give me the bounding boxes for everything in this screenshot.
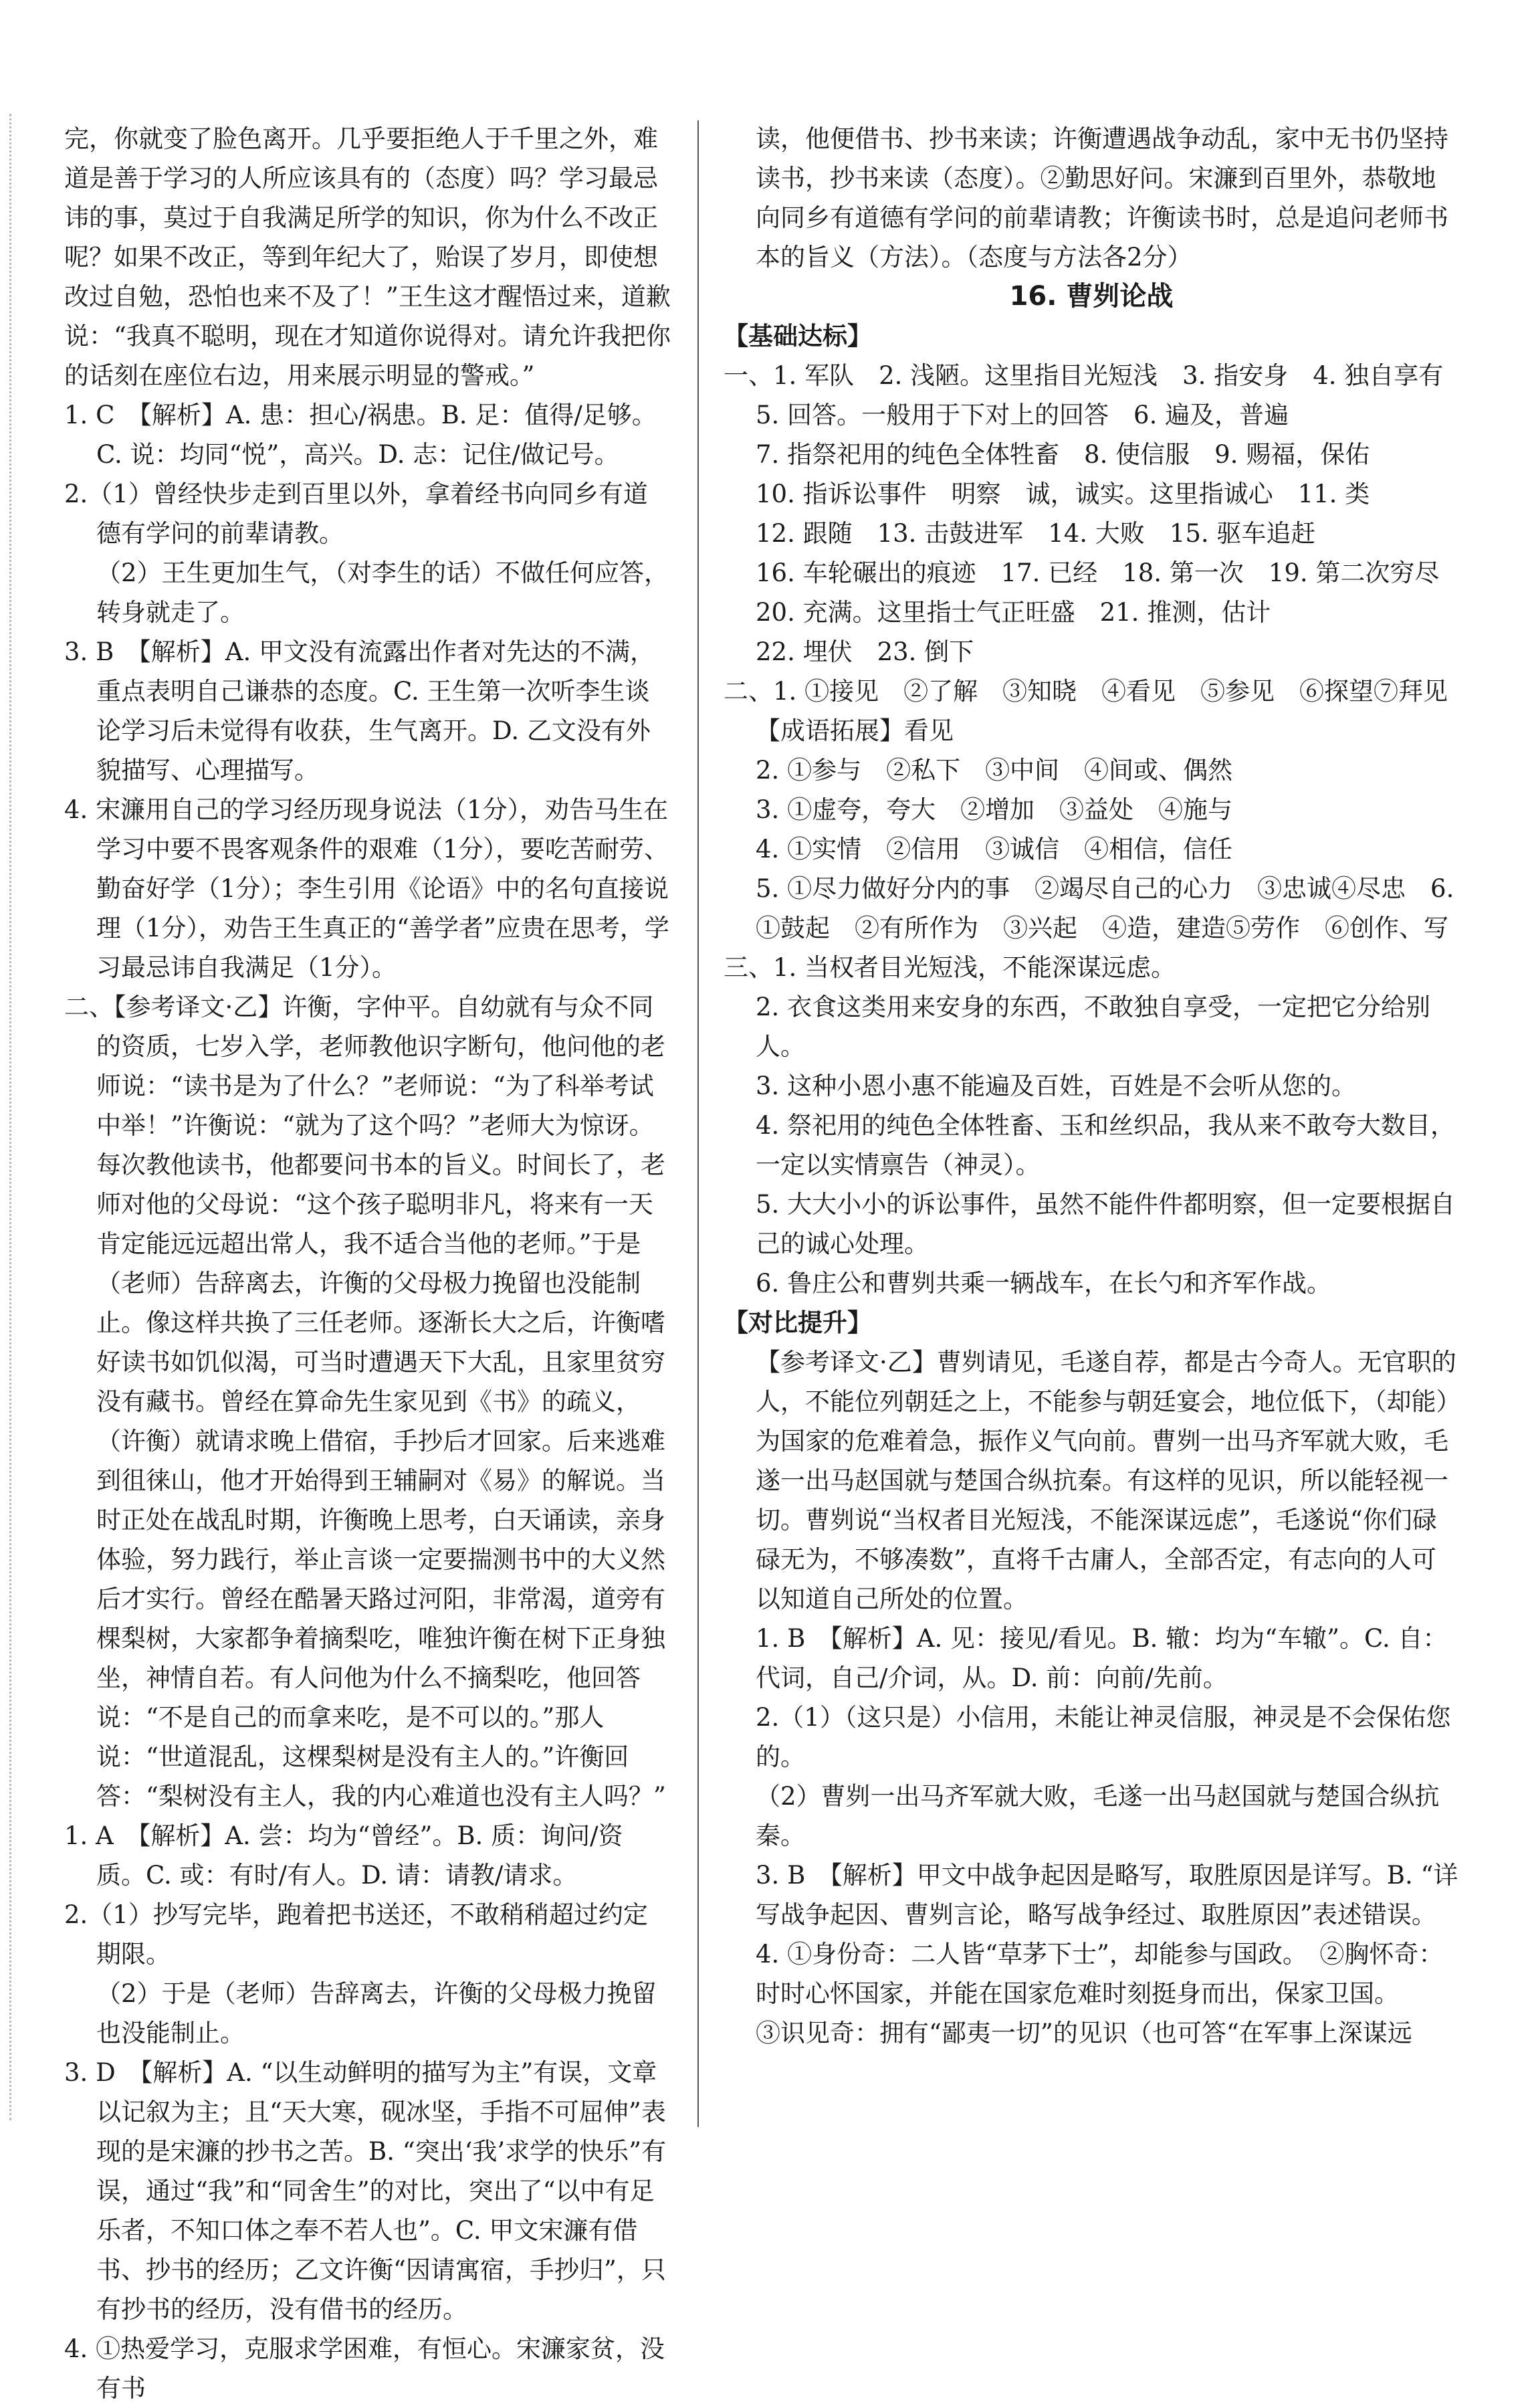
- left-answer-2b: （2）王生更加生气，（对李生的话）不做任何应答，转身就走了。: [96, 559, 669, 627]
- binding-line: [9, 114, 11, 2120]
- left-answer-4: 4. 宋濂用自己的学习经历现身说法（1分），劝告马生在学习中要不畏客观条件的艰难（1分），要吃苦耐劳、勤奋好学（1分）；李生引用《论语》中的名句直接说理（1分），劝告王生真正的“善学者”应贵在思考，学习最忌讳自我满足（1分）。: [64, 795, 669, 982]
- left-answer-b3: 3. D 【解析】A. “以生动鲜明的描写为主”有误，文章以记叙为主；且“天大寒，砚冰坚，手指不可屈伸”表现的是宋濂的抄书之苦。B. “突出‘我’求学的快乐”有误，通过“我”和“同舍生”的对比，突出了“以中有足乐者，不知口体之奉不若人也”。C. 甲文宋濂有借书、抄书的经历；乙文许衡“因请寓宿，手抄归”，只有抄书的经历，没有借书的经历。: [64, 2058, 667, 2324]
- basic-line-6: 22. 埋伏 23. 倒下: [756, 637, 974, 666]
- left-answer-b4: 4. ①热爱学习，克服求学困难，有恒心。宋濂家贫，没有书: [64, 2334, 665, 2403]
- part2-line-3: 3. ①虚夸，夸大 ②增加 ③益处 ④施与: [756, 795, 1233, 824]
- lesson-title: 16. 曹刿论战: [1009, 281, 1174, 312]
- right-top-para: 读，他便借书、抄书来读；许衡遭遇战争动乱，家中无书仍坚持读书，抄书来读（态度）。②勤思好问。宋濂到百里外，恭敬地向同乡有道德有学问的前辈请教；许衡读书时，总是追问老师书本的旨义（方法）。（态度与方法各2分）: [756, 124, 1448, 272]
- part3-line-4: 4. 祭祀用的纯色全体牲畜、玉和丝织品，我从来不敢夸大数目，一定以实情禀告（神灵）。: [756, 1111, 1456, 1179]
- part3-line-3: 3. 这种小恩小惠不能遍及百姓，百姓是不会听从您的。: [756, 1072, 1357, 1100]
- compare-answer-4b: ③识见奇：拥有“鄙夷一切”的见识（也可答“在军事上深谋远: [756, 2019, 1412, 2047]
- column-divider: [697, 120, 699, 2127]
- left-answer-b2a: 2.（1）抄写完毕，跑着把书送还，不敢稍稍超过约定期限。: [64, 1900, 648, 1969]
- part3-line-1: 三、1. 当权者目光短浅，不能深谋远虑。: [724, 953, 1176, 982]
- part2-line-1: 二、1. ①接见 ②了解 ③知晓 ④看见 ⑤参见 ⑥探望⑦拜见 【成语拓展】看见: [724, 677, 1473, 745]
- section-compare: 【对比提升】: [724, 1308, 872, 1337]
- left-answer-3: 3. B 【解析】A. 甲文没有流露出作者对先达的不满，重点表明自己谦恭的态度。C. 王生第一次听李生谈论学习后未觉得有收获，生气离开。D. 乙文没有外貌描写、心理描写。: [64, 637, 655, 785]
- compare-translation: 【参考译文·乙】曹刿请见，毛遂自荐，都是古今奇人。无官职的人，不能位列朝廷之上，不能参与朝廷宴会，地位低下，（却能）为国家的危难着急，振作义气向前。曹刿一出马齐军就大败，毛遂一出马赵国就与楚国合纵抗秦。有这样的见识，所以能轻视一切。曹刿说“当权者目光短浅，不能深谋远虑”，毛遂说“你们碌碌无为，不够凑数”，直将千古庸人，全部否定，有志向的人可以知道自己所处的位置。: [756, 1348, 1456, 1613]
- basic-line-5: 16. 车轮碾出的痕迹 17. 已经 18. 第一次 19. 第二次穷尽 20. 充满。这里指士气正旺盛 21. 推测，估计: [756, 559, 1464, 627]
- compare-answer-2b: （2）曹刿一出马齐军就大败，毛遂一出马赵国就与楚国合纵抗秦。: [756, 1782, 1440, 1850]
- part3-line-6: 6. 鲁庄公和曹刿共乘一辆战车，在长勺和齐军作战。: [756, 1269, 1332, 1298]
- left-translation-yi: 二、【参考译文·乙】许衡，字仲平。自幼就有与众不同的资质，七岁入学，老师教他识字断句，他问他的老师说：“读书是为了什么？”老师说：“为了科举考试中举！”许衡说：“就为了这个吗？”老师大为惊讶。每次教他读书，他都要问书本的旨义。时间长了，老师对他的父母说：“这个孩子聪明非凡，将来有一天肯定能远远超出常人，我不适合当他的老师。”于是（老师）告辞离去，许衡的父母极力挽留也没能制止。像这样共换了三任老师。逐渐长大之后，许衡嗜好读书如饥似渴，可当时遭遇天下大乱，且家里贫穷没有藏书。曾经在算命先生家见到《书》的疏义，（许衡）就请求晚上借宿，手抄后才回家。后来逃难到徂徕山，他才开始得到王辅嗣对《易》的解说。当时正处在战乱时期，许衡晚上思考，白天诵读，亲身体验，努力践行，举止言谈一定要揣测书中的大义然后才实行。曾经在酷暑天路过河阳，非常渴，道旁有棵梨树，大家都争着摘梨吃，唯独许衡在树下正身独坐，神情自若。有人问他为什么不摘梨吃，他回答说：“不是自己的而拿来吃，是不可以的。”那人说：“世道混乱，这棵梨树是没有主人的。”许衡回答：“梨树没有主人，我的内心难道也没有主人吗？”: [64, 993, 666, 1811]
- part3-line-2: 2. 衣食这类用来安身的东西，不敢独自享受，一定把它分给别人。: [756, 993, 1431, 1061]
- basic-line-2: 7. 指祭祀用的纯色全体牲畜 8. 使信服 9. 赐福，保佑: [756, 440, 1370, 469]
- part2-line-5: 5. ①尽力做好分内的事 ②竭尽自己的心力 ③忠诚④尽忠 6. ①鼓起 ②有所作为 ③兴起 ④造，建造⑤劳作 ⑥创作、写: [756, 874, 1454, 942]
- compare-answer-3: 3. B 【解析】甲文中战争起因是略写，取胜原因是详写。B. “详写战争起因、曹刿言论，略写战争经过、取胜原因”表述错误。: [756, 1861, 1458, 1929]
- left-para-0: 完，你就变了脸色离开。几乎要拒绝人于千里之外，难道是善于学习的人所应该具有的（态度）吗？学习最忌讳的事，莫过于自我满足所学的知识，你为什么不改正呢？如果不改正，等到年纪大了，贻误了岁月，即使想改过自勉，恐怕也来不及了！”王生这才醒悟过来，道歉说：“我真不聪明，现在才知道你说得对。请允许我把你的话刻在座位右边，用来展示明显的警戒。”: [64, 124, 671, 390]
- compare-answer-2a: 2.（1）（这只是）小信用，未能让神灵信服，神灵是不会保佑您的。: [756, 1703, 1451, 1771]
- section-basic: 【基础达标】: [724, 322, 872, 350]
- basic-line-3: 10. 指诉讼事件 明察 诚，诚实。这里指诚心 11. 类: [756, 480, 1370, 508]
- part3-line-5: 5. 大大小小的诉讼事件，虽然不能件件都明察，但一定要根据自己的诚心处理。: [756, 1190, 1456, 1258]
- left-answer-1: 1. C 【解析】A. 患：担心/祸患。B. 足：值得/足够。C. 说：均同“悦”，高兴。D. 志：记住/做记号。: [64, 401, 657, 469]
- left-answer-2a: 2.（1）曾经快步走到百里以外，拿着经书向同乡有道德有学问的前辈请教。: [64, 480, 648, 548]
- compare-answer-1: 1. B 【解析】A. 见：接见/看见。B. 辙：均为“车辙”。C. 自：代词，自己/介词，从。D. 前：向前/先前。: [756, 1624, 1448, 1692]
- left-answer-b2b: （2）于是（老师）告辞离去，许衡的父母极力挽留也没能制止。: [96, 1979, 657, 2047]
- basic-line-4: 12. 跟随 13. 击鼓进军 14. 大败 15. 驱车追赶: [756, 519, 1316, 548]
- part2-line-4: 4. ①实情 ②信用 ③诚信 ④相信，信任: [756, 835, 1233, 864]
- basic-line-1: 一、1. 军队 2. 浅陋。这里指目光短浅 3. 指安身 4. 独自享有 5. 回答。一般用于下对上的回答 6. 遍及，普遍: [724, 361, 1469, 429]
- part2-line-2: 2. ①参与 ②私下 ③中间 ④间或、偶然: [756, 756, 1233, 785]
- left-column: [64, 119, 671, 2408]
- compare-answer-4: 4. ①身份奇：二人皆“草茅下士”，却能参与国政。 ②胸怀奇：时时心怀国家，并能在国家危难时刻挺身而出，保家卫国。: [756, 1940, 1444, 2008]
- right-column: [724, 119, 1473, 2053]
- left-answer-b1: 1. A 【解析】A. 尝：均为“曾经”。B. 质：询问/资质。C. 或：有时/有人。D. 请：请教/请求。: [64, 1821, 623, 1890]
